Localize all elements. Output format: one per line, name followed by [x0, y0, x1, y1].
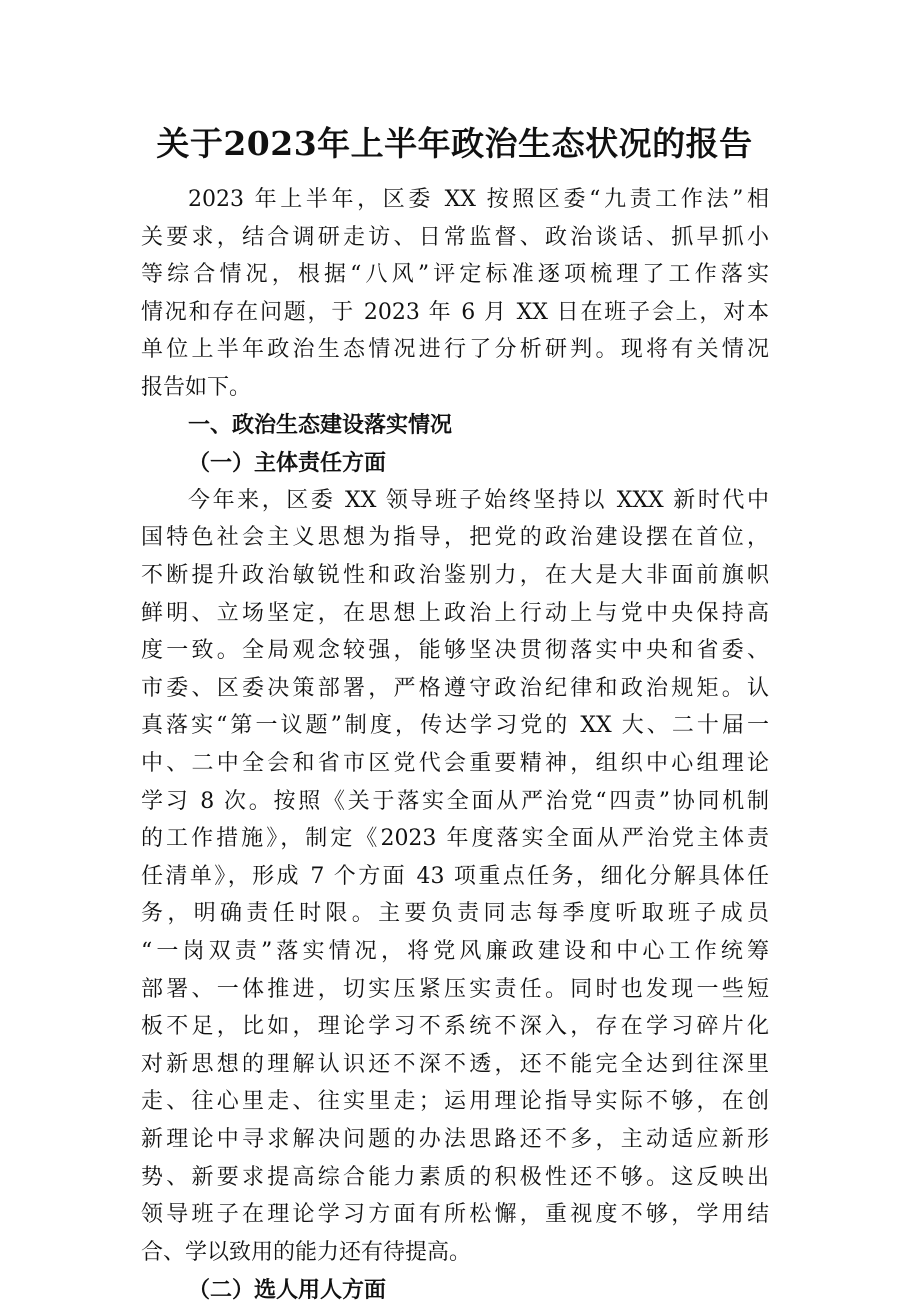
body-line: 不断提升政治敏锐性和政治鉴别力，在大是大非面前旗帜: [141, 563, 769, 588]
document-title: 关于2023年上半年政治生态状况的报告: [156, 124, 753, 163]
body-line: 今年来，区委 XX 领导班子始终坚持以 XXX 新时代中: [188, 488, 769, 513]
intro-line: 2023 年上半年，区委 XX 按照区委“九责工作法”相: [188, 187, 769, 212]
body-line: 势、新要求提高综合能力素质的积极性还不够。这反映出: [141, 1165, 769, 1190]
body-line: 新理论中寻求解决问题的办法思路还不多，主动适应新形: [141, 1127, 769, 1152]
section-heading: 一、政治生态建设落实情况: [188, 413, 453, 438]
body-line: 部署、一体推进，切实压紧压实责任。同时也发现一些短: [141, 977, 769, 1002]
body-line: 真落实“第一议题”制度，传达学习党的 XX 大、二十届一: [141, 713, 769, 738]
body-line: 市委、区委决策部署，严格遵守政治纪律和政治规矩。认: [141, 676, 769, 701]
body-line: 板不足，比如，理论学习不系统不深入，存在学习碎片化: [141, 1014, 769, 1039]
body-line: 任清单》，形成 7 个方面 43 项重点任务，细化分解具体任: [141, 864, 769, 889]
subsection-heading: （二）选人用人方面: [188, 1277, 387, 1303]
intro-line: 报告如下。: [141, 375, 252, 400]
intro-line: 关要求，结合调研走访、日常监督、政治谈话、抓早抓小: [141, 225, 769, 250]
body-line: 领导班子在理论学习方面有所松懈，重视度不够，学用结: [141, 1202, 769, 1227]
body-line: 对新思想的理解认识还不深不透，还不能完全达到往深里: [141, 1052, 769, 1077]
body-line: 务，明确责任时限。主要负责同志每季度听取班子成员: [141, 901, 769, 926]
body-line: 中、二中全会和省市区党代会重要精神，组织中心组理论: [141, 751, 769, 776]
body-line: 国特色社会主义思想为指导，把党的政治建设摆在首位，: [141, 525, 769, 550]
body-line: 走、往心里走、往实里走；运用理论指导实际不够，在创: [141, 1089, 769, 1114]
intro-line: 情况和存在问题，于 2023 年 6 月 XX 日在班子会上，对本: [141, 300, 769, 325]
subsection-heading: （一）主体责任方面: [188, 450, 387, 476]
body-line: 的工作措施》，制定《2023 年度落实全面从严治党主体责: [141, 826, 769, 851]
body-line: 度一致。全局观念较强，能够坚决贯彻落实中央和省委、: [141, 638, 769, 663]
intro-line: 单位上半年政治生态情况进行了分析研判。现将有关情况: [141, 337, 769, 362]
body-line: 合、学以致用的能力还有待提高。: [141, 1240, 472, 1265]
body-line: 鲜明、立场坚定，在思想上政治上行动上与党中央保持高: [141, 601, 769, 626]
intro-line: 等综合情况，根据“八风”评定标准逐项梳理了工作落实: [141, 262, 769, 287]
body-line: 学习 8 次。按照《关于落实全面从严治党“四责”协同机制: [141, 789, 769, 814]
body-line: “一岗双责”落实情况，将党风廉政建设和中心工作统筹: [141, 939, 769, 964]
